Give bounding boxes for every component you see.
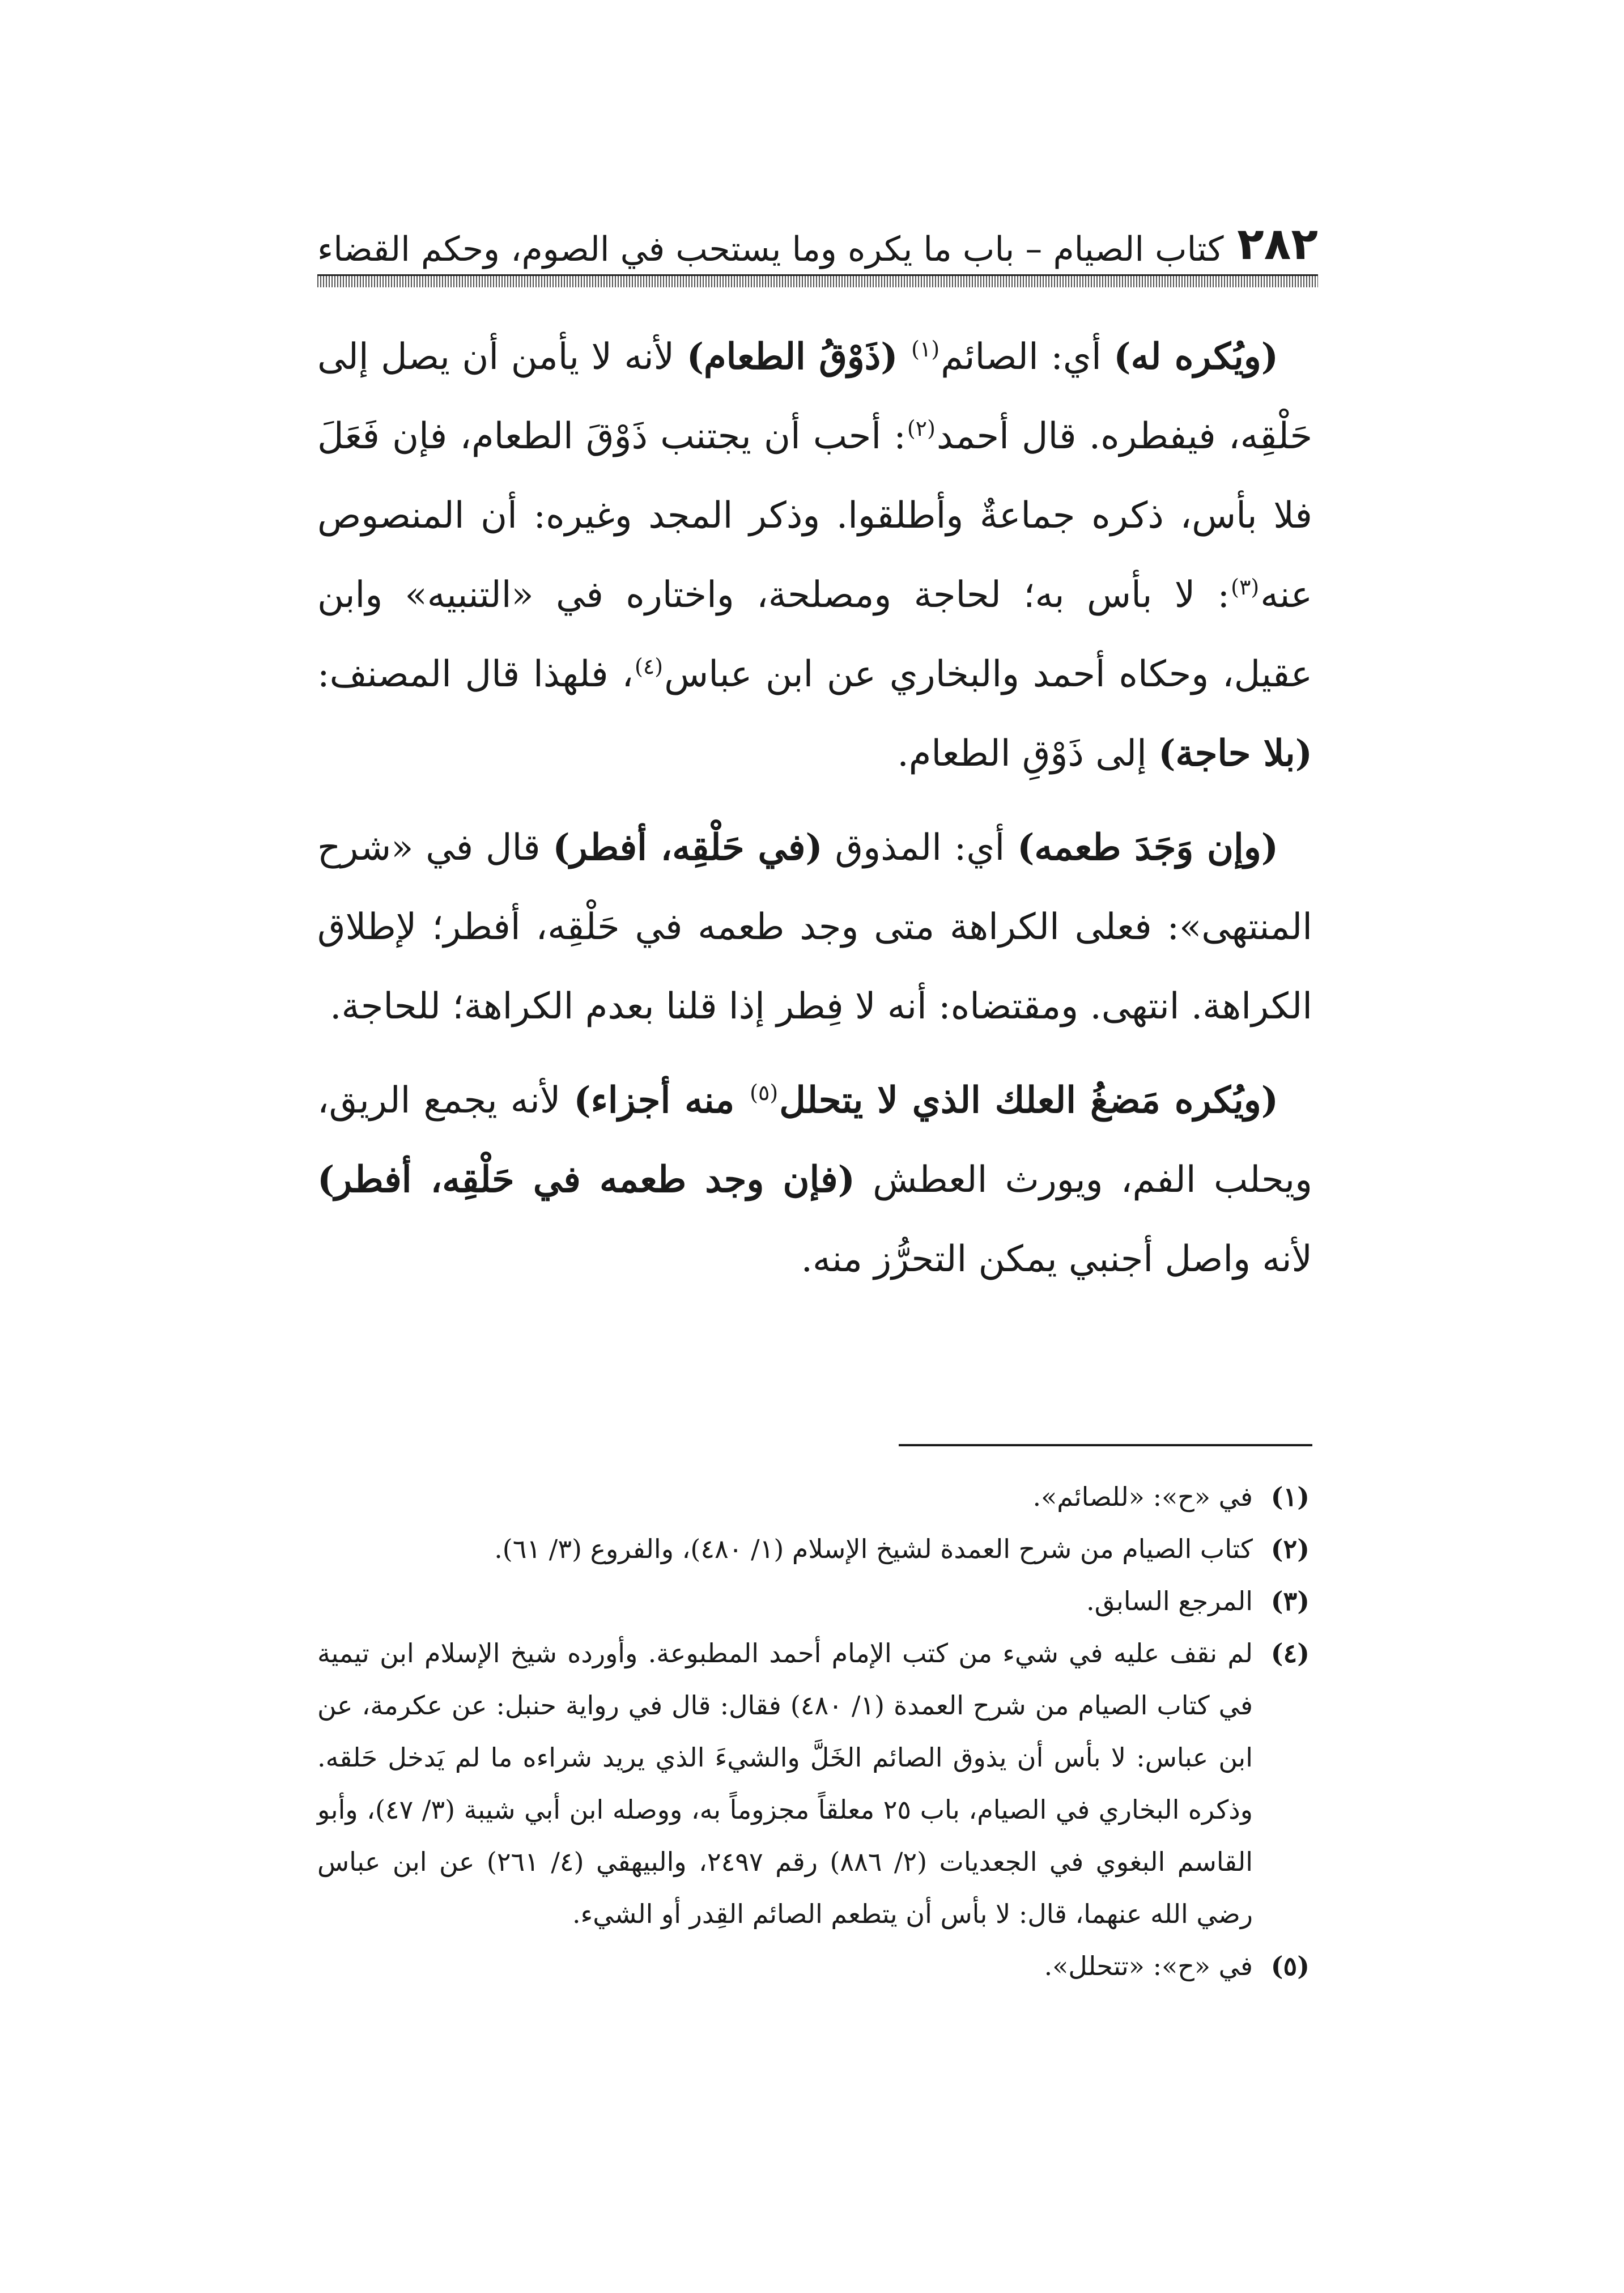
footnote-number: (٢) xyxy=(1270,1534,1310,1564)
footnote-ref-1[interactable]: (١) xyxy=(911,336,940,362)
footnote-ref-4[interactable]: (٤) xyxy=(635,653,664,679)
commentary-text: قال في «شرح المنتهى»: فعلى الكراهة متى وجد طعمه في حَلْقِه، أفطر؛ لإطلاق الكراهة. انتهى. ومقتضاه: أنه لا فِطر إذا قلنا بعدم الكراهة؛ للحاجة. xyxy=(317,827,1312,1027)
chapter-title: كتاب الصيام – باب ما يكره وما يستحب في الصوم، وحكم القضاء xyxy=(317,230,1224,269)
paragraph-3 xyxy=(317,1061,1312,1299)
footnote-item xyxy=(317,1575,1310,1627)
footnote-item xyxy=(317,1940,1310,1992)
matn-text: (بلا حاجة) xyxy=(1158,732,1312,775)
running-head xyxy=(317,204,1318,270)
footnote-number: (١) xyxy=(1270,1481,1310,1512)
footnote-ref-2[interactable]: (٢) xyxy=(907,415,936,441)
footnote-text: في «ح»: «تتحلل». xyxy=(1044,1951,1253,1981)
matn-text: (ويُكره مَضغُ العلك الذي لا يتحلل xyxy=(779,1079,1279,1122)
paragraph-2 xyxy=(317,808,1312,1046)
commentary-text: : لا بأس به؛ لحاجة ومصلحة، واختاره في «التنبيه» وابن عقيل، وحكاه أحمد والبخاري عن ابن عباس xyxy=(317,574,1313,695)
header-rule xyxy=(317,274,1318,287)
footnote-number: (٣) xyxy=(1270,1586,1310,1616)
footnote-text: المرجع السابق. xyxy=(1086,1586,1253,1616)
footnote-text: في «ح»: «للصائم». xyxy=(1032,1481,1253,1512)
matn-text: (في حَلْقِه، أفطر) xyxy=(552,826,823,869)
matn-text: (ذَوْقُ الطعام) xyxy=(686,336,898,378)
commentary-text: لأنه واصل أجنبي يمكن التحرُّز منه. xyxy=(801,1238,1312,1280)
footnote-ref-5[interactable]: (٥) xyxy=(750,1080,779,1105)
footnote-item xyxy=(317,1523,1310,1575)
footnote-ref-3[interactable]: (٣) xyxy=(1231,574,1260,600)
commentary-text: إلى ذَوْقِ الطعام. xyxy=(897,733,1159,775)
commentary-text: أي: المذوق xyxy=(822,827,1018,869)
commentary-text: لأنه لا يأمن أن يصل إلى حَلْقِه، فيفطره. قال أحمد xyxy=(317,336,1313,457)
matn-text: (وإن وَجَدَ طعمه) xyxy=(1017,826,1279,869)
footnote-separator xyxy=(899,1444,1312,1446)
footnote-item xyxy=(317,1627,1310,1940)
matn-text: (ويُكره له) xyxy=(1113,336,1279,378)
matn-text: (فإن وجد طعمه في حَلْقِه، أفطر) xyxy=(317,1158,855,1201)
commentary-text: ، فلهذا قال المصنف: xyxy=(317,653,634,695)
matn-text: منه أجزاء) xyxy=(573,1079,749,1122)
footnote-text: كتاب الصيام من شرح العمدة لشيخ الإسلام (١/ ٤٨٠)، والفروع (٣/ ٦١). xyxy=(494,1534,1253,1564)
paragraph-1 xyxy=(317,317,1312,793)
footnote-number: (٥) xyxy=(1270,1951,1310,1981)
commentary-text xyxy=(898,336,911,378)
commentary-text: لأنه يجمع الريق، ويحلب الفم، ويورث العطش xyxy=(317,1080,1313,1201)
footnotes xyxy=(317,1471,1310,1992)
footnote-number: (٤) xyxy=(1270,1638,1310,1668)
main-text xyxy=(317,317,1312,1299)
commentary-text: : أحب أن يجتنب ذَوْقَ الطعام، فإن فَعَلَ فلا بأس، ذكره جماعةٌ وأطلقوا. وذكر المجد وغيره: أن المنصوص عنه xyxy=(317,415,1313,616)
page-number: ٢٨٢ xyxy=(1237,219,1318,270)
footnote-item xyxy=(317,1471,1310,1523)
footnote-text: لم نقف عليه في شيء من كتب الإمام أحمد المطبوعة. وأورده شيخ الإسلام ابن تيمية في كتاب الصيام من شرح العمدة (١/ ٤٨٠) فقال: قال في رواية حنبل: عن عكرمة، عن ابن عباس: لا بأس أن يذوق الصائم الخَلَّ والشيءَ الذي يريد شراءه ما لم يَدخل حَلقه. وذكره البخاري في الصيام، باب ٢٥ معلقاً مجزوماً به، ووصله ابن أبي شيبة (٣/ ٤٧)، وأبو القاسم البغوي في الجعديات (٢/ ٨٨٦) رقم ٢٤٩٧، والبيهقي (٤/ ٢٦١) عن ابن عباس رضي الله عنهما، قال: لا بأس أن يتطعم الصائم القِدر أو الشيء. xyxy=(317,1638,1253,1929)
commentary-text: أي: الصائم xyxy=(941,336,1114,378)
